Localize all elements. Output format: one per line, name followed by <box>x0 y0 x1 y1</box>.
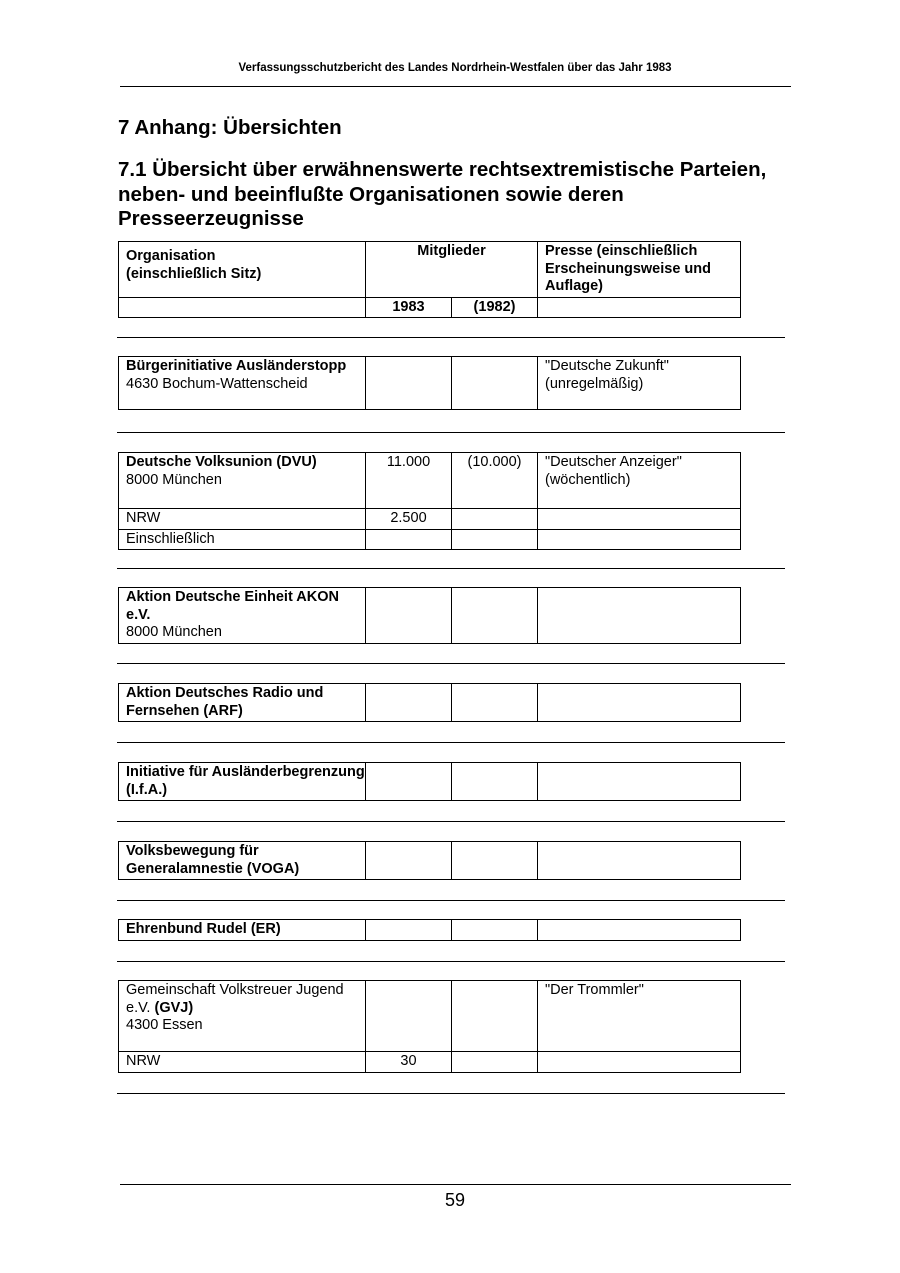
org-seat: 8000 München <box>126 624 222 640</box>
separator-rule <box>117 821 785 822</box>
org-table-arf <box>118 683 741 722</box>
org-seat: 8000 München <box>126 471 222 488</box>
members-1982-cell <box>452 981 538 1052</box>
press-cell <box>538 357 741 410</box>
org-name-text: Gemeinschaft Volkstreuer Jugend e.V. <box>126 982 344 1016</box>
org-cell <box>119 588 366 644</box>
members-1982-cell <box>452 588 538 644</box>
separator-rule <box>117 432 785 433</box>
organisation-header-line1: Organisation <box>126 248 216 264</box>
org-name: Aktion Deutsches Radio und Fernsehen (ARF) <box>126 685 324 719</box>
press-title: "Deutsche Zukunft" <box>545 358 669 374</box>
sub-region-cell: NRW <box>119 1052 366 1073</box>
org-cell <box>119 981 366 1052</box>
org-table-dvu <box>118 452 741 550</box>
page-number: 59 <box>444 1190 466 1210</box>
org-cell <box>119 684 366 722</box>
org-table-er <box>118 919 741 941</box>
org-name: Deutsche Volksunion (DVU) <box>126 454 317 470</box>
press-frequency: (unregelmäßig) <box>545 375 644 392</box>
separator-rule <box>117 568 785 569</box>
sub-note-blank <box>452 529 538 550</box>
org-table-ifa <box>118 762 741 801</box>
org-cell <box>119 920 366 941</box>
org-cell <box>119 763 366 801</box>
press-header: Presse (einschließlich Erscheinungsweise und Auflage) <box>538 242 741 298</box>
press-cell <box>538 453 741 509</box>
header-rule <box>120 86 791 87</box>
sub-members-1982-cell <box>452 509 538 530</box>
press-frequency: (wöchentlich) <box>545 471 631 488</box>
press-cell <box>538 588 741 644</box>
sub-note-cell: Einschließlich <box>119 529 366 550</box>
org-table-voga <box>118 841 741 880</box>
members-1982-cell: (10.000) <box>452 453 538 509</box>
year-row-blank <box>119 297 366 318</box>
press-cell <box>538 763 741 801</box>
members-1983-cell <box>366 763 452 801</box>
members-1983-cell <box>366 842 452 880</box>
members-1983-cell: 11.000 <box>366 453 452 509</box>
org-abbreviation: (GVJ) <box>154 999 194 1016</box>
members-1982-cell <box>452 357 538 410</box>
sub-members-1983-cell: 30 <box>366 1052 452 1073</box>
org-table-bi-auslaenderstopp <box>118 356 741 410</box>
org-table-akon <box>118 587 741 644</box>
footer-rule <box>120 1184 791 1185</box>
org-seat: 4300 Essen <box>126 1017 203 1033</box>
sub-note-blank <box>366 529 452 550</box>
org-name: Initiative für Ausländerbegrenzung (I.f.A.) <box>126 764 365 798</box>
members-1983-cell <box>366 588 452 644</box>
chapter-heading: 7 Anhang: Übersichten <box>118 116 342 139</box>
members-1982-cell <box>452 684 538 722</box>
year-current-header: 1983 <box>366 297 452 318</box>
org-name: Aktion Deutsche Einheit AKON e.V. <box>126 589 339 623</box>
members-1983-cell <box>366 357 452 410</box>
press-cell <box>538 684 741 722</box>
org-cell <box>119 842 366 880</box>
sub-region-cell: NRW <box>119 509 366 530</box>
org-name: Volksbewegung für Generalamnestie (VOGA) <box>126 843 300 877</box>
section-heading: 7.1 Übersicht über erwähnenswerte rechtsextremistische Parteien, neben- und beeinflußte Organisationen sowie deren Presseerzeugnisse <box>118 158 767 230</box>
members-header: Mitglieder <box>366 242 538 298</box>
org-table-gvj <box>118 980 741 1073</box>
members-1983-cell <box>366 684 452 722</box>
org-cell <box>119 453 366 509</box>
press-title: "Der Trommler" <box>545 982 644 998</box>
press-cell <box>538 920 741 941</box>
press-cell <box>538 842 741 880</box>
press-cell <box>538 981 741 1052</box>
org-name <box>126 982 365 1017</box>
members-1982-cell <box>452 763 538 801</box>
sub-members-1983-cell: 2.500 <box>366 509 452 530</box>
running-header: Verfassungsschutzbericht des Landes Nordrhein-Westfalen über das Jahr 1983 <box>238 62 672 74</box>
separator-rule <box>117 961 785 962</box>
separator-rule <box>117 742 785 743</box>
members-1982-cell <box>452 920 538 941</box>
members-1983-cell <box>366 920 452 941</box>
separator-rule <box>117 900 785 901</box>
members-1983-cell <box>366 981 452 1052</box>
separator-rule <box>117 663 785 664</box>
separator-rule <box>117 337 785 338</box>
organisation-header-line2: (einschließlich Sitz) <box>126 265 262 282</box>
press-title: "Deutscher Anzeiger" <box>545 454 682 470</box>
sub-members-1982-cell <box>452 1052 538 1073</box>
separator-rule <box>117 1093 785 1094</box>
organisation-header <box>119 242 366 298</box>
org-cell <box>119 357 366 410</box>
year-previous-header: (1982) <box>452 297 538 318</box>
org-name: Bürgerinitiative Ausländerstopp <box>126 358 347 374</box>
column-header-table <box>118 241 741 318</box>
org-name: Ehrenbund Rudel (ER) <box>126 921 281 937</box>
sub-press-cell <box>538 1052 741 1073</box>
sub-press-cell <box>538 509 741 530</box>
year-row-press-blank <box>538 297 741 318</box>
sub-note-blank <box>538 529 741 550</box>
org-seat: 4630 Bochum-Wattenscheid <box>126 375 308 392</box>
members-1982-cell <box>452 842 538 880</box>
